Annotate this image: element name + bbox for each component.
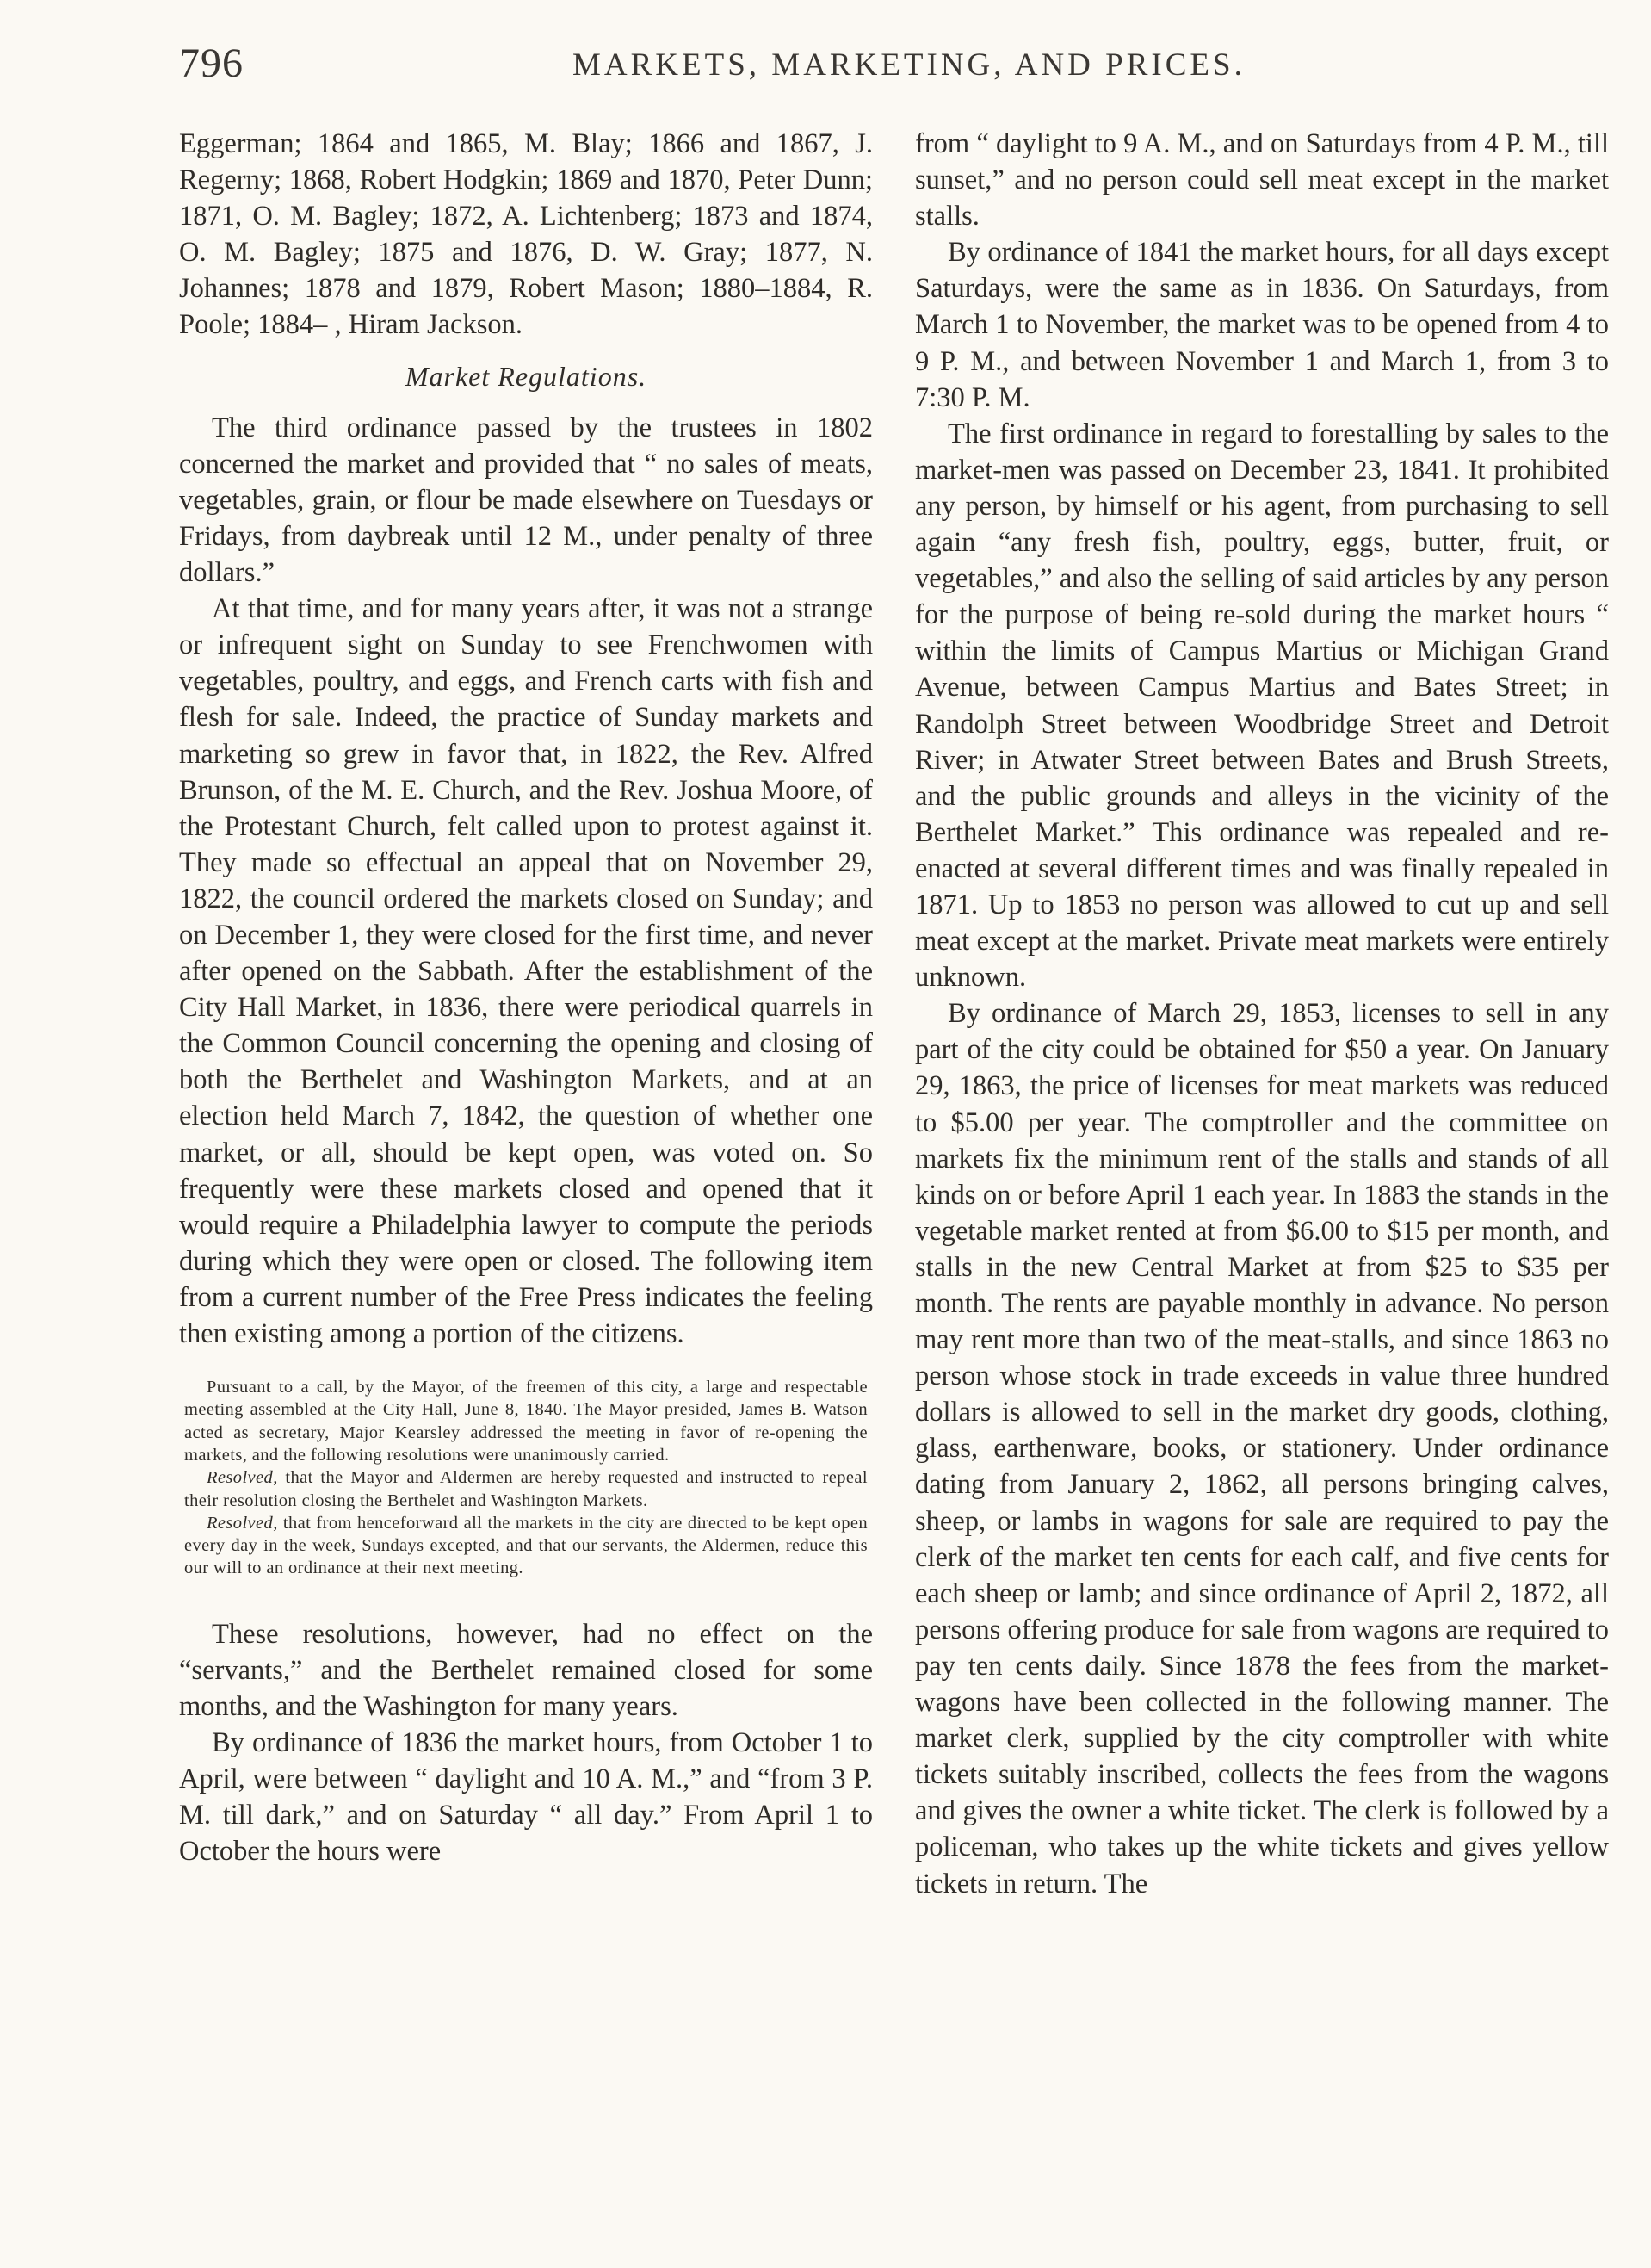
block-quote <box>179 1376 873 1580</box>
paragraph: By ordinance of 1836 the market hours, from October 1 to April, were between “ daylight and 10 A. M.,” and “from 3 P. M. till dark,” and on Saturday “ all day.” From April 1 to October the hours were <box>179 1727 873 1868</box>
section-subheading: Market Regulations. <box>405 360 647 392</box>
page-number: 796 <box>179 40 244 86</box>
left-column <box>179 126 873 1869</box>
running-head: MARKETS, MARKETING, AND PRICES. <box>572 47 1246 83</box>
right-column <box>915 126 1609 1902</box>
paragraph: By ordinance of March 29, 1853, licenses to sell in any part of the city could be obtained for $50 a year. On January 29, 1863, the price of licenses for meat markets was reduced to $5.00 per year. The comptroller and the committee on markets fix the minimum rent of the stalls and stands of all kinds on or before April 1 each year. In 1883 the stands in the vegetable market rented at from $6.00 to $15 per month, and stalls in the new Central Market at from $25 to $35 per month. The rents are payable monthly in advance. No person may rent more than two of the meat-stalls, and since 1863 no person whose stock in trade exceeds in value three hundred dollars is allowed to sell in the market dry goods, clothing, glass, earthenware, books, or stationery. Under ordinance dating from January 2, 1862, all persons bringing calves, sheep, or lambs in wagons for sale are required to pay the clerk of the market ten cents for each calf, and five cents for each sheep or lamb; and since ordinance of April 2, 1872, all persons offering produce for sale from wagons are required to pay ten cents daily. Since 1878 the fees from the market-wagons have been collected in the following manner. The market clerk, supplied by the city comptroller with white tickets suitably inscribed, collects the fees from the wagons and gives the owner a white ticket. The clerk is followed by a policeman, who takes up the white tickets and gives yellow tickets in return. The <box>915 998 1609 1899</box>
resolved-word: Resolved, <box>207 1513 278 1533</box>
paragraph: The first ordinance in regard to forestalling by sales to the market-men was passed on December 23, 1841. It prohibited any person, by himself or his agent, from purchasing to sell again “any fresh fish, poultry, eggs, butter, fruit, or vegetables,” and also the selling of said articles by any person for the purpose of being re-sold during the market hours “ within the limits of Campus Martius or Michigan Grand Avenue, between Campus Martius and Bates Street; in Randolph Street between Woodbridge Street and Detroit River; in Atwater Street between Bates and Brush Streets, and the public grounds and alleys in the vicinity of the Berthelet Market.” This ordinance was repealed and re-enacted at several different times and was finally repealed in 1871. Up to 1853 no person was allowed to cut up and sell meat except at the market. Private meat markets were entirely unknown. <box>915 418 1609 994</box>
paragraph: The third ordinance passed by the trustees in 1802 concerned the market and provided that “ no sales of meats, vegetables, grain, or flour be made elsewhere on Tuesdays or Fridays, from daybreak until 12 M., under penalty of three dollars.” <box>179 412 873 589</box>
officer-list-paragraph: Eggerman; 1864 and 1865, M. Blay; 1866 and 1867, J. Regerny; 1868, Robert Hodgkin; 1869 and 1870, Peter Dunn; 1871, O. M. Bagley; 1872, A. Lichtenberg; 1873 and 1874, O. M. Bagley; 1875 and 1876, D. W. Gray; 1877, N. Johannes; 1878 and 1879, Robert Mason; 1880–1884, R. Poole; 1884– , Hiram Jackson. <box>179 128 873 341</box>
paragraph: At that time, and for many years after, it was not a strange or infrequent sight on Sunday to see Frenchwomen with vegetables, poultry, and eggs, and French carts with fish and flesh for sale. Indeed, the practice of Sunday markets and marketing so grew in favor that, in 1822, the Rev. Alfred Brunson, of the M. E. Church, and the Rev. Joshua Moore, of the Protestant Church, felt called upon to protest against it. They made so effectual an appeal that on November 29, 1822, the council ordered the markets closed on Sunday; and on December 1, they were closed for the first time, and never after opened on the Sabbath. After the establishment of the City Hall Market, in 1836, there were periodical quarrels in the Common Council concerning the opening and closing of both the Berthelet and Washington Markets, and at an election held March 7, 1842, the question of whether one market, or all, should be kept open, was voted on. So frequently were these markets closed and opened that it would require a Philadelphia lawyer to compute the periods during which they were open or closed. The following item from a current number of the Free Press indicates the feeling then existing among a portion of the citizens. <box>179 593 873 1349</box>
resolved-word: Resolved, <box>207 1468 278 1488</box>
paragraph: These resolutions, however, had no effect on the “servants,” and the Berthelet remained closed for some months, and the Washington for many years. <box>179 1618 873 1722</box>
paragraph: from “ daylight to 9 A. M., and on Saturdays from 4 P. M., till sunset,” and no person could sell meat except in the market stalls. <box>915 128 1609 232</box>
paragraph: By ordinance of 1841 the market hours, for all days except Saturdays, were the same as in 1836. On Saturdays, from March 1 to November, the market was to be opened from 4 to 9 P. M., and between November 1 and March 1, from 3 to 7:30 P. M. <box>915 237 1609 413</box>
resolution-text: that the Mayor and Aldermen are hereby requested and instructed to repeal their resolution closing the Berthelet and Washington Markets. <box>184 1468 868 1510</box>
resolution-2 <box>184 1512 868 1580</box>
quote-paragraph: Pursuant to a call, by the Mayor, of the freemen of this city, a large and respectable meeting assembled at the City Hall, June 8, 1840. The Mayor presided, James B. Watson acted as secretary, Major Kearsley addressed the meeting in favor of re-opening the markets, and the following resolutions were unanimously carried. <box>184 1378 868 1465</box>
resolution-text: that from henceforward all the markets in the city are directed to be kept open every day in the week, Sundays excepted, and that our servants, the Aldermen, reduce this our will to an ordinance at their next meeting. <box>184 1513 868 1578</box>
resolution-1 <box>184 1466 868 1512</box>
